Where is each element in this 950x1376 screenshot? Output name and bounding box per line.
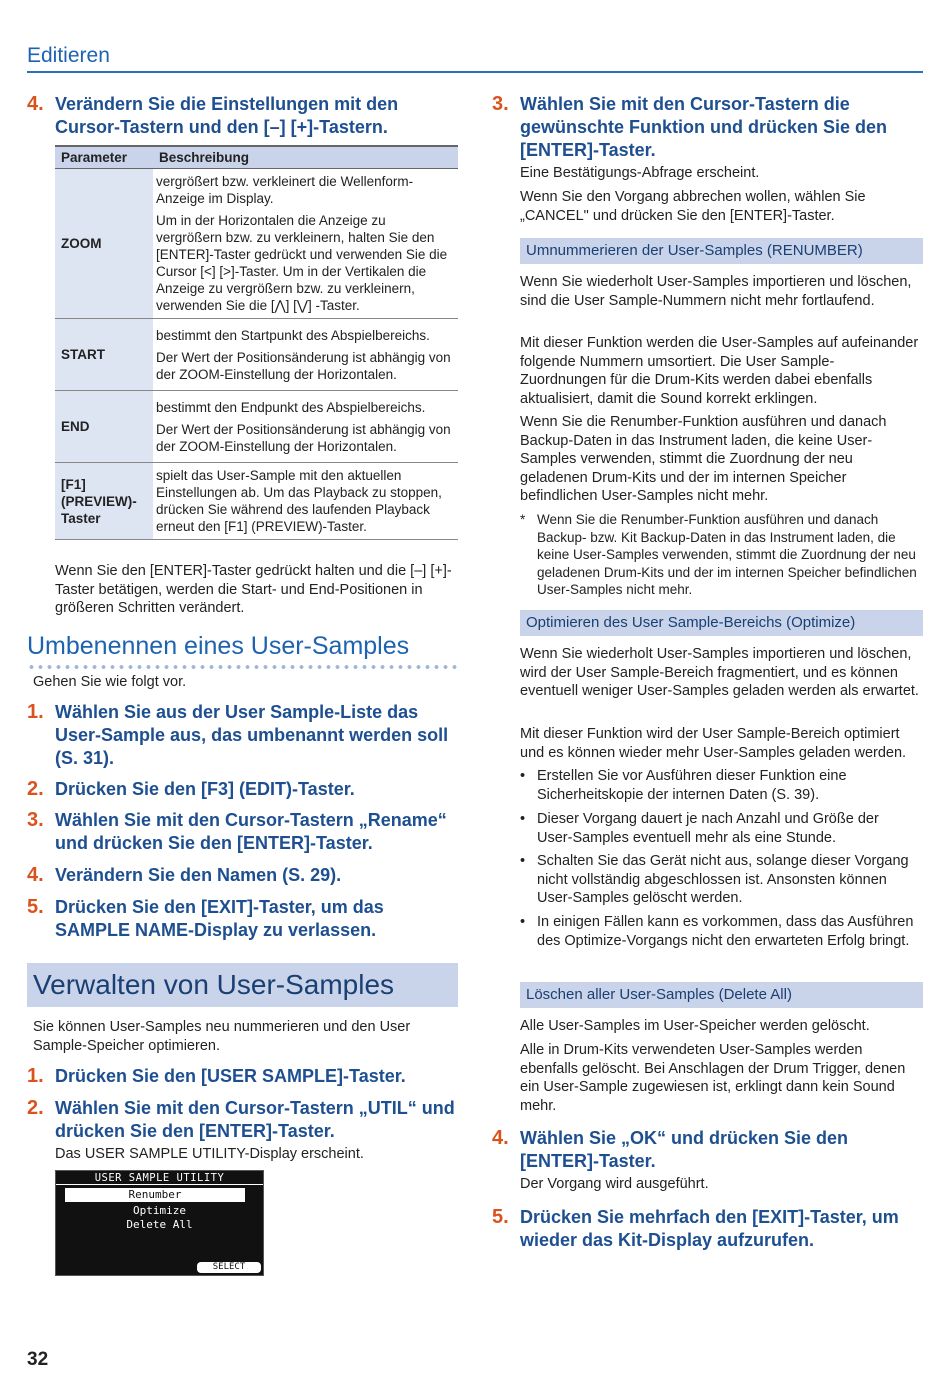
param-description: spielt das User-Sample mit den aktuellen Einstellungen ab. Um das Playback zu stoppen, drücken Sie während des laufenden Playback erneut den [F1] (PREVIEW)-Taster. (153, 463, 458, 540)
param-description: bestimmt den Startpunkt des Abspielbereichs. Der Wert der Positionsänderung ist abhängig von der ZOOM-Einstellung der Horizontalen. (153, 319, 458, 391)
table-row (55, 319, 458, 391)
rename-step-2: 2. Drücken Sie den [F3] (EDIT)-Taster. (27, 778, 355, 800)
enter-hint: Wenn Sie den [ENTER]-Taster gedrückt halten und die [–] [+]-Taster betätigen, werden die Start- und End-Positionen in größeren Schritten verändert. (55, 563, 452, 616)
optimize-banner (520, 610, 923, 636)
manage-section-banner (27, 963, 458, 1007)
dotted-divider (27, 665, 459, 669)
confirm-note: Eine Bestätigungs-Abfrage erscheint. (520, 165, 760, 181)
note-asterisk: * (520, 512, 526, 527)
step-5-exit: 5. Drücken Sie mehrfach den [EXIT]-Taster, um wieder das Kit-Display aufzurufen. (492, 1206, 899, 1250)
rename-section-title: Umbenennen eines User-Samples (27, 632, 410, 660)
renumber-title: Umnummerieren der User-Samples (RENUMBER) (526, 242, 863, 259)
lcd-item-renumber: Renumber (65, 1188, 245, 1202)
renumber-p3: Wenn Sie die Renumber-Funktion ausführen und danach Backup-Daten in das Instrument laden, die keine User-Samples verwenden, stimmt die Zuordnung der neu geladenen Drum-Kits und der im internen Speicher befindlichen User-Samples nicht mehr. (520, 414, 887, 504)
delete-p2: Alle in Drum-Kits verwendeten User-Samples werden ebenfalls gelöscht. Bei Anschlagen der Drum Trigger, denen ein User-Sample zugewiesen ist, erklingt dann kein Sound mehr. (520, 1042, 906, 1114)
lcd-title: USER SAMPLE UTILITY (56, 1172, 263, 1185)
cancel-note: Wenn Sie den Vorgang abbrechen wollen, wählen Sie „CANCEL" und drücken Sie den [ENTER]-Taster. (520, 189, 866, 224)
rename-step-4: 4. Verändern Sie den Namen (S. 29). (27, 864, 342, 886)
section-header: Editieren (27, 44, 110, 67)
renumber-p2: Mit dieser Funktion werden die User-Samples auf aufeinander folgende Nummern umsortiert. Die User Sample-Zuordnungen für die Drum-Kits werden dabei ebenfalls aktualisiert, damit die Sound korrekt erklingen. (520, 335, 919, 407)
step-3-choose-function: 3. Wählen Sie mit den Cursor-Tastern die gewünschte Funktion und drücken Sie den [ENTER]-Taster. (492, 93, 888, 160)
rename-step-3: 3. Wählen Sie mit den Cursor-Tastern „Rename“ und drücken Sie den [ENTER]-Taster. (27, 809, 447, 853)
manage-intro: Sie können User-Samples neu nummerieren und den User Sample-Speicher optimieren. (33, 1019, 411, 1054)
renumber-p1: Wenn Sie wiederholt User-Samples importieren und löschen, sind die User Sample-Nummern nicht mehr fortlaufend. (520, 274, 912, 309)
renumber-banner (520, 238, 923, 264)
rename-intro: Gehen Sie wie folgt vor. (33, 674, 187, 690)
rename-step-5: 5. Drücken Sie den [EXIT]-Taster, um das SAMPLE NAME-Display zu verlassen. (27, 896, 384, 940)
table-header-parameter: Parameter (55, 146, 153, 169)
table-header-description: Beschreibung (153, 146, 458, 169)
step-4-ok: 4. Wählen Sie „OK“ und drücken Sie den [ENTER]-Taster. (492, 1127, 849, 1171)
param-name: ZOOM (55, 169, 153, 319)
lcd-select-button: SELECT (197, 1262, 261, 1273)
rename-step-1: 1. Wählen Sie aus der User Sample-Liste das User-Sample aus, das umbenannt werden soll (S. 31). (27, 701, 449, 768)
delete-p1: Alle User-Samples im User-Speicher werden gelöscht. (520, 1018, 870, 1034)
executed-note: Der Vorgang wird ausgeführt. (520, 1176, 709, 1192)
param-name: START (55, 319, 153, 391)
page-number: 32 (27, 1349, 49, 1370)
manage-section-title: Verwalten von User-Samples (33, 969, 395, 1000)
table-row (55, 391, 458, 463)
table-row (55, 169, 458, 319)
optimize-p1: Wenn Sie wiederholt User-Samples importieren und löschen, wird der User Sample-Bereich fragmentiert, und es können eventuell weniger User-Samples geladen werden als erwartet. (520, 646, 919, 699)
parameter-table (55, 145, 458, 540)
manage-step-2: 2. Wählen Sie mit den Cursor-Tastern „UTIL“ und drücken Sie den [ENTER]-Taster. (27, 1097, 455, 1141)
step-4-adjust: 4. Verändern Sie die Einstellungen mit den Cursor-Tastern und den [–] [+]-Tastern. (27, 93, 399, 137)
manage-step-1: 1. Drücken Sie den [USER SAMPLE]-Taster. (27, 1065, 406, 1087)
param-name: [F1] (PREVIEW)-Taster (55, 463, 153, 540)
optimize-title: Optimieren des User Sample-Bereichs (Optimize) (526, 614, 856, 631)
param-description: vergrößert bzw. verkleinert die Wellenform-Anzeige im Display. Um in der Horizontalen die Anzeige zu vergrößern bzw. zu verkleinern, halten Sie den [ENTER]-Taster gedrückt und verwenden Sie die Cursor [<] [>]-Taster. Um in der Vertikalen die Anzeige zu vergrößern bzw. zu verkleinern, verwenden Sie die [⋀] [⋁] -Taster. (153, 169, 458, 319)
delete-all-banner (520, 982, 923, 1008)
header-rule (27, 71, 923, 73)
param-description: bestimmt den Endpunkt des Abspielbereichs. Der Wert der Positionsänderung ist abhängig von der ZOOM-Einstellung der Horizontalen. (153, 391, 458, 463)
lcd-display (55, 1170, 264, 1276)
table-row (55, 463, 458, 540)
lcd-item-delete-all: Delete All (126, 1218, 193, 1231)
param-name: END (55, 391, 153, 463)
utility-display-note: Das USER SAMPLE UTILITY-Display erscheint. (55, 1146, 364, 1162)
delete-all-title: Löschen aller User-Samples (Delete All) (526, 986, 792, 1003)
lcd-item-optimize: Optimize (133, 1204, 186, 1217)
optimize-p2: Mit dieser Funktion wird der User Sample-Bereich optimiert und es können wieder mehr User-Samples geladen werden. (520, 726, 907, 761)
